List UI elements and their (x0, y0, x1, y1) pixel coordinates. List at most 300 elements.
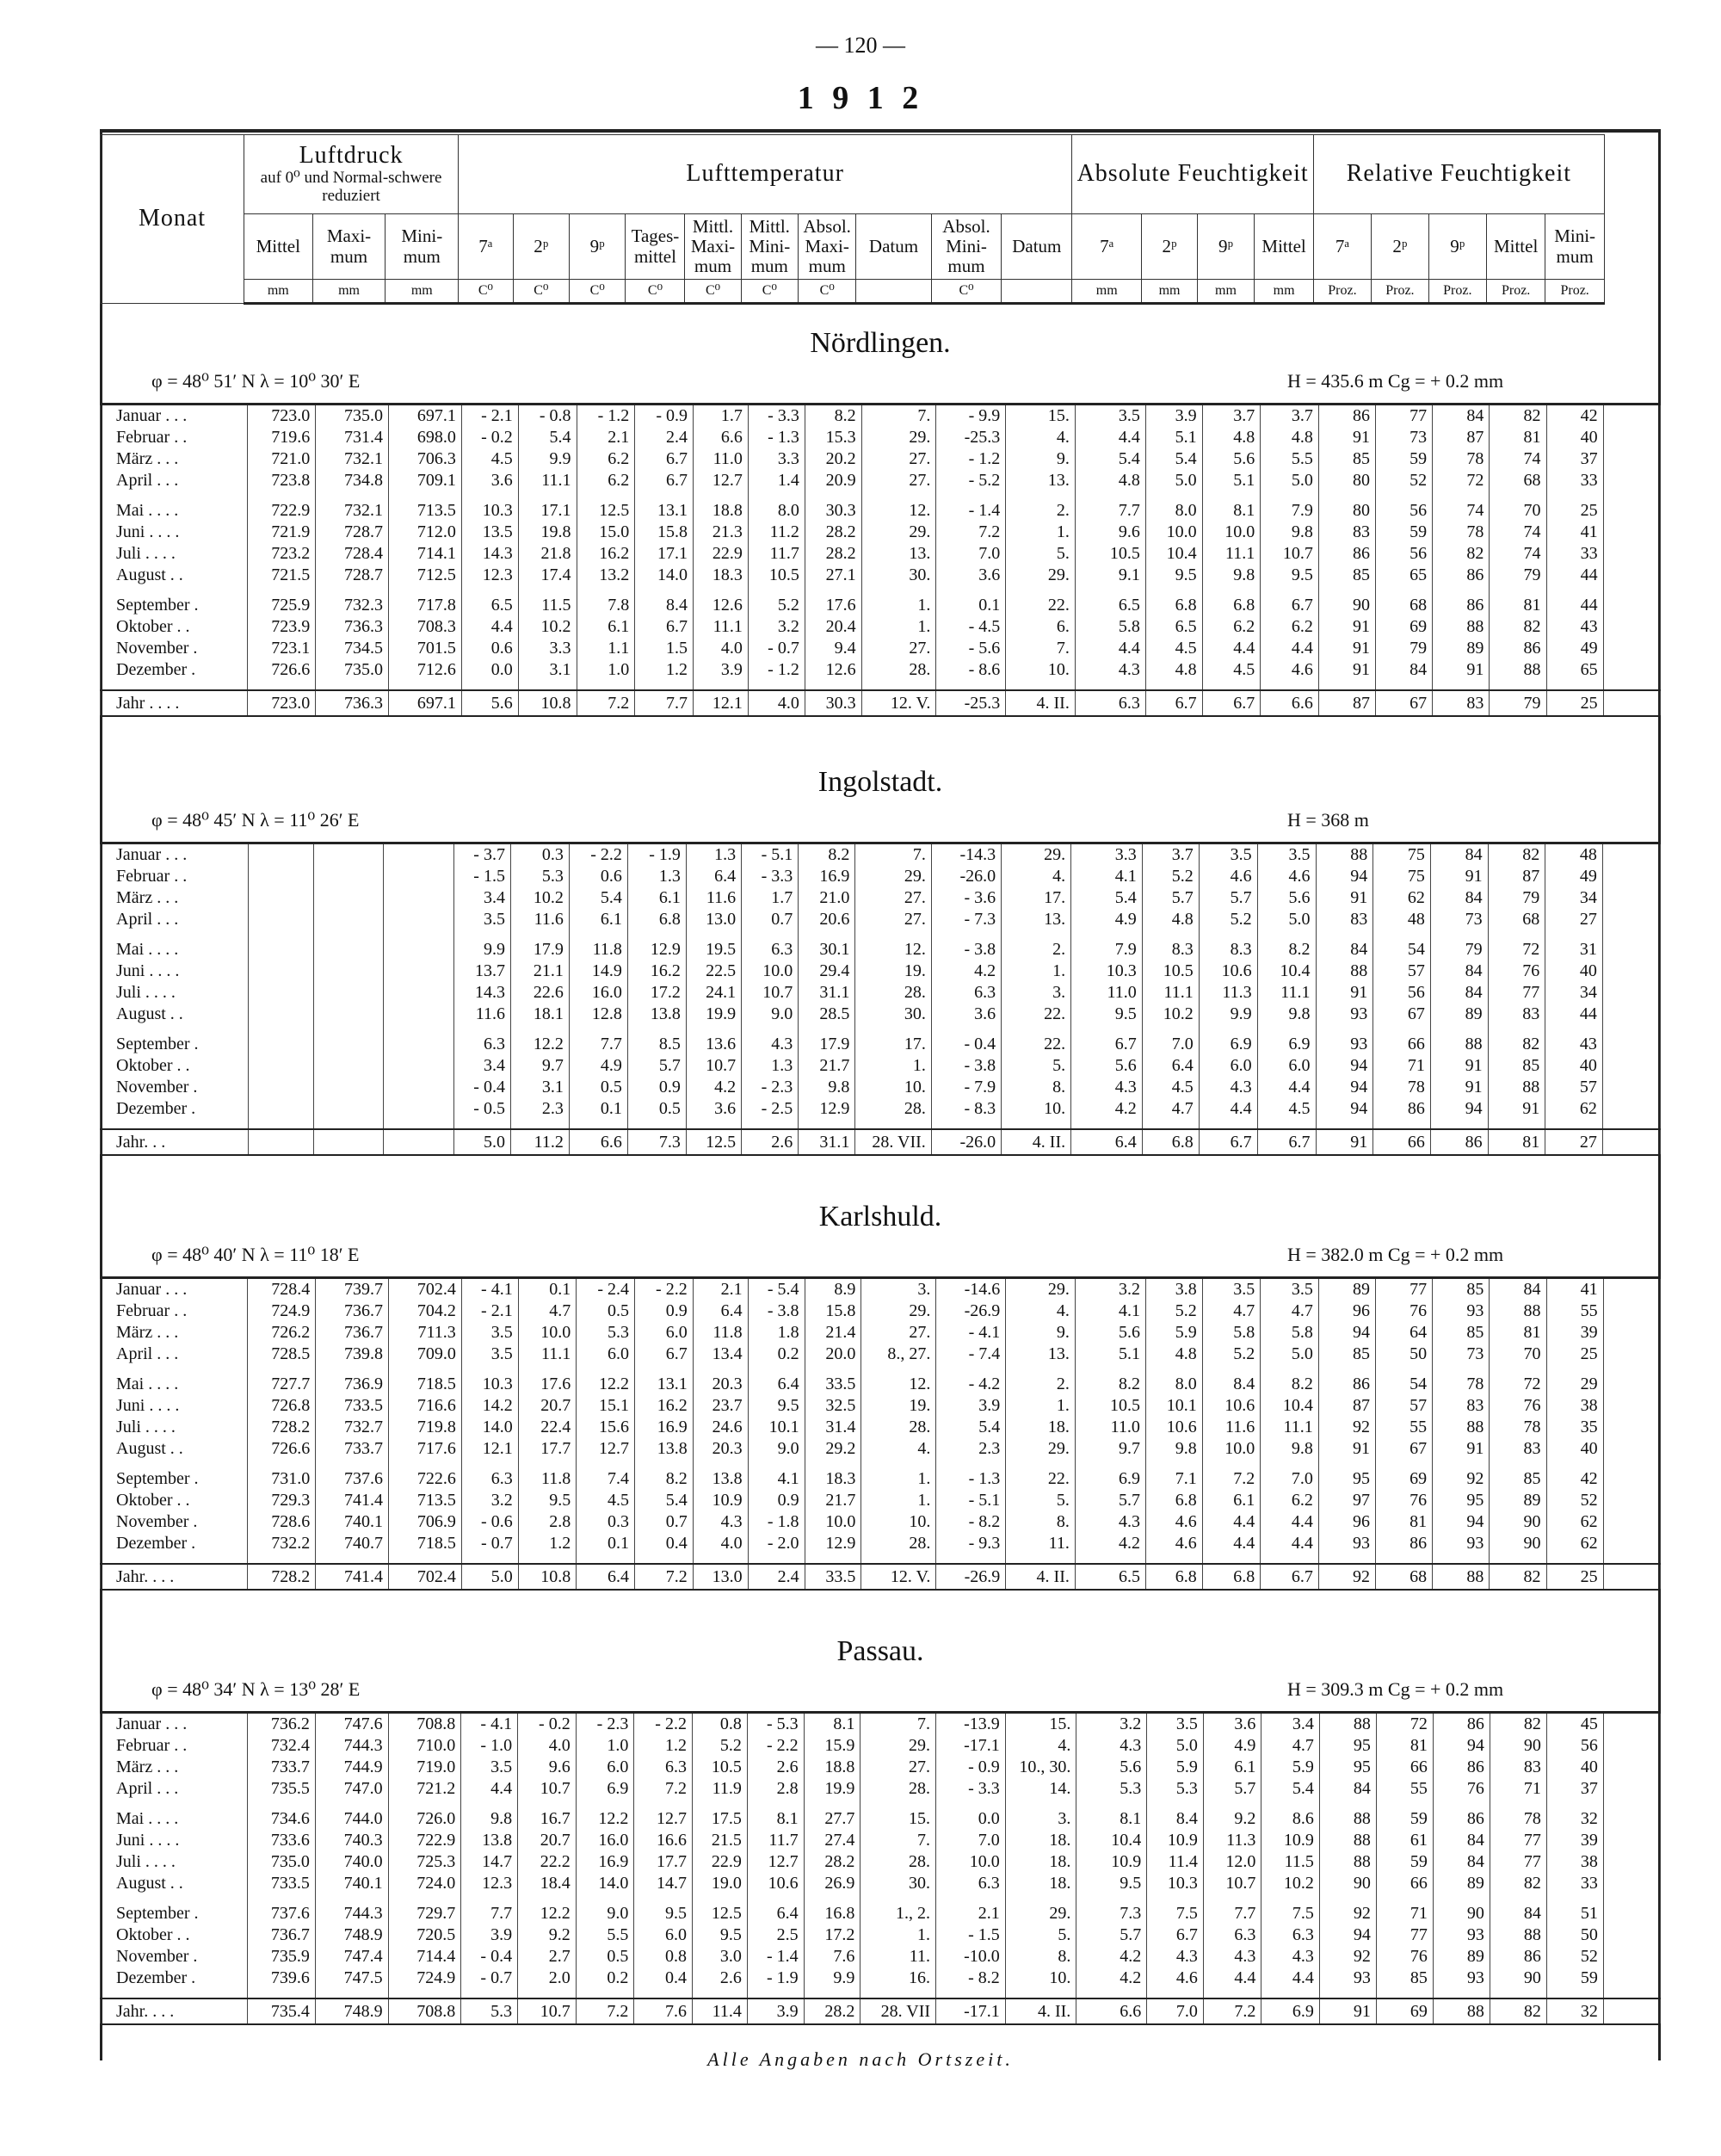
table-cell: -17.1 (936, 1735, 1006, 1757)
table-cell: 0.5 (577, 1300, 635, 1322)
table-cell: 1. (1002, 961, 1071, 982)
gap-cell (635, 586, 694, 595)
table-cell: 19.9 (804, 1778, 860, 1800)
table-cell: 88 (1433, 1564, 1490, 1590)
table-row (101, 1851, 1661, 1873)
gap-cell (1490, 1554, 1546, 1564)
gap-cell (804, 1894, 860, 1903)
table-cell: 25 (1546, 500, 1603, 522)
table-cell: 736.7 (247, 1924, 315, 1946)
table-cell: 5.3 (510, 866, 569, 887)
table-cell: 6.6 (1076, 1998, 1147, 2024)
table-cell: 4.4 (1261, 638, 1319, 659)
table-cell: 10.1 (1145, 1395, 1202, 1417)
table-cell: 5. (1005, 1924, 1076, 1946)
table-cell: 88 (1319, 1808, 1376, 1830)
month-label: August . . (101, 1438, 248, 1460)
table-cell: 723.0 (247, 690, 315, 716)
table-cell: 12.2 (510, 1034, 569, 1055)
table-cell: 32.5 (805, 1395, 861, 1417)
table-cell: 78 (1373, 1077, 1431, 1098)
table-cell: 9.6 (518, 1757, 577, 1778)
gap-cell (1488, 1025, 1545, 1034)
table-cell: 74 (1433, 500, 1490, 522)
table-cell: 722.6 (389, 1468, 462, 1490)
table-cell: 11.1 (518, 470, 577, 491)
header-col-12: Datum (1002, 214, 1072, 280)
gap-cell (1433, 1460, 1490, 1468)
table-cell: 1.7 (693, 405, 748, 428)
table-cell: 9.9 (1199, 1004, 1257, 1025)
table-cell: 61 (1376, 1830, 1433, 1851)
table-cell: 27. (855, 909, 931, 930)
table-cell: 9.6 (1075, 522, 1145, 543)
table-cell (248, 1004, 313, 1025)
table-cell: 86 (1433, 1808, 1490, 1830)
month-label: September . (101, 1034, 249, 1055)
table-cell: 11.1 (1202, 543, 1261, 565)
table-cell: 79 (1375, 638, 1432, 659)
table-cell: 89 (1433, 1873, 1490, 1894)
table-cell: 5.4 (518, 427, 577, 448)
table-cell: 85 (1488, 1055, 1545, 1077)
table-cell: 11.2 (510, 1129, 569, 1155)
header-unit-18: Proz. (1371, 280, 1428, 304)
table-cell: 15.8 (635, 522, 694, 543)
gap-cell (1490, 1365, 1546, 1374)
table-cell: 6.8 (1145, 1490, 1202, 1511)
header-luftdruck (244, 135, 459, 214)
table-cell: 21.5 (692, 1830, 747, 1851)
gap-cell (742, 1120, 799, 1129)
table-cell: 4.6 (1261, 659, 1319, 681)
table-cell: 6.4 (693, 1300, 748, 1322)
table-cell: 4.6 (1145, 1533, 1202, 1554)
table-cell: 27.1 (805, 565, 861, 586)
table-cell: 66 (1373, 1034, 1431, 1055)
header-col-0: Mittel (244, 214, 313, 280)
spacer-cell (1602, 1129, 1660, 1155)
spacer-cell (1602, 1034, 1660, 1055)
table-cell: 7.7 (461, 1903, 518, 1924)
table-cell: 79 (1490, 690, 1546, 716)
table-cell: 13.6 (686, 1034, 741, 1055)
header-unit-14: mm (1142, 280, 1198, 304)
gap-cell (461, 1989, 518, 1998)
table-cell: 1.3 (627, 866, 686, 887)
gap-cell (748, 1365, 805, 1374)
table-cell: 33.5 (805, 1564, 861, 1590)
gap-cell (510, 1120, 569, 1129)
table-cell: 27. (860, 1757, 936, 1778)
table-cell: 4.3 (742, 1034, 799, 1055)
table-cell: 6.1 (569, 909, 627, 930)
gap-cell (1147, 1800, 1204, 1808)
table-cell: 29. (860, 1735, 936, 1757)
gap-cell (931, 930, 1001, 939)
table-cell: 52 (1546, 1946, 1603, 1968)
table-row (101, 448, 1661, 470)
table-cell: 3.5 (461, 1344, 518, 1365)
table-row (101, 1946, 1661, 1968)
gap-cell (1261, 1554, 1319, 1564)
table-cell: 20.6 (799, 909, 855, 930)
table-cell: 5.9 (1147, 1757, 1204, 1778)
table-cell: 13.1 (635, 500, 694, 522)
table-cell: 735.4 (247, 1998, 315, 2024)
table-cell: 721.5 (247, 565, 315, 586)
table-cell: 740.1 (316, 1511, 389, 1533)
table-cell: 11.6 (510, 909, 569, 930)
table-cell: 4.6 (1199, 866, 1257, 887)
table-cell: 91 (1319, 1998, 1376, 2024)
table-cell: 12.1 (693, 690, 748, 716)
table-cell: 0.8 (634, 1946, 693, 1968)
gap-cell (1203, 1800, 1261, 1808)
table-cell: 734.6 (247, 1808, 315, 1830)
table-cell: 8.6 (1261, 1808, 1319, 1830)
table-cell: 28.2 (804, 1851, 860, 1873)
spacer-cell (1603, 1808, 1660, 1830)
gap-cell (518, 1989, 577, 1998)
table-cell: - 1.9 (627, 843, 686, 867)
table-cell: 94 (1316, 1077, 1373, 1098)
table-cell: - 3.8 (748, 1300, 805, 1322)
table-cell: 15.3 (805, 427, 861, 448)
table-cell: - 0.4 (931, 1034, 1001, 1055)
station-table (100, 403, 1661, 717)
gap-cell (805, 1365, 861, 1374)
gap-cell (1318, 1460, 1375, 1468)
gap-cell (861, 491, 936, 500)
table-cell: 1.2 (518, 1533, 577, 1554)
table-cell: - 0.9 (635, 405, 694, 428)
table-cell: - 7.3 (931, 909, 1001, 930)
table-cell: 13.8 (461, 1830, 518, 1851)
table-cell (248, 843, 313, 867)
table-row (101, 1034, 1661, 1055)
table-cell: 1.2 (635, 659, 694, 681)
month-label: Juli . . . . (101, 543, 248, 565)
table-cell: 3. (1005, 1808, 1076, 1830)
table-cell: 88 (1488, 1077, 1545, 1098)
table-cell: 62 (1546, 1511, 1603, 1533)
table-cell: 8.2 (805, 405, 861, 428)
table-cell: 28.2 (804, 1998, 860, 2024)
gap-cell (936, 1800, 1006, 1808)
table-cell: 71 (1373, 1055, 1431, 1077)
table-cell: 3.5 (1199, 843, 1257, 867)
table-cell (248, 982, 313, 1004)
month-label: Dezember . (101, 1533, 248, 1554)
gap-cell (1602, 930, 1660, 939)
table-cell (313, 1077, 384, 1098)
month-label: Februar . . (101, 1300, 248, 1322)
table-row (101, 843, 1661, 867)
table-cell: 29. (1006, 1278, 1076, 1301)
table-cell: 7.1 (1145, 1468, 1202, 1490)
table-cell: 7.2 (1202, 1468, 1261, 1490)
table-cell: 4.8 (1075, 470, 1145, 491)
table-cell: 718.5 (389, 1374, 462, 1395)
spacer-cell (1603, 1998, 1660, 2024)
table-cell: -25.3 (936, 427, 1006, 448)
table-cell: 5.2 (1142, 866, 1199, 887)
table-cell: 4.9 (1203, 1735, 1261, 1757)
table-cell: 5.3 (1147, 1778, 1204, 1800)
table-cell: 10. (855, 1077, 931, 1098)
table-cell: 28. (861, 659, 936, 681)
gap-cell (1433, 1365, 1490, 1374)
table-cell: 74 (1490, 448, 1546, 470)
spacer-cell (1603, 1278, 1660, 1301)
table-cell: 6.7 (1202, 690, 1261, 716)
table-cell: 11.1 (1261, 1417, 1319, 1438)
header-col-15: 9ᵖ (1197, 214, 1254, 280)
table-cell: 1.8 (748, 1322, 805, 1344)
table-cell: 56 (1375, 500, 1432, 522)
table-row (101, 1490, 1661, 1511)
gap-cell (1002, 1120, 1071, 1129)
table-cell: 87 (1433, 427, 1490, 448)
table-cell: 0.1 (936, 595, 1006, 616)
table-cell: 13.7 (453, 961, 510, 982)
table-cell: 73 (1430, 909, 1488, 930)
table-cell: 28. (861, 1417, 936, 1438)
table-cell: 4.3 (1199, 1077, 1257, 1098)
table-cell: 10.3 (1071, 961, 1143, 982)
table-cell: 41 (1546, 522, 1603, 543)
table-cell: 12.3 (461, 1873, 518, 1894)
station-name: Nördlingen. (810, 327, 951, 359)
table-cell: 8.2 (1257, 939, 1316, 961)
gap-cell (101, 1989, 248, 1998)
table-cell: 94 (1433, 1511, 1490, 1533)
header-unit-0: mm (244, 280, 313, 304)
gap-cell (1603, 1989, 1660, 1998)
table-cell: 711.3 (389, 1322, 462, 1344)
table-cell: 29. (1005, 1903, 1076, 1924)
header-col-4: 2ᵖ (513, 214, 569, 280)
table-cell: 732.7 (316, 1417, 389, 1438)
gap-cell (634, 1800, 693, 1808)
table-cell: 8.1 (804, 1713, 860, 1736)
table-cell: 737.6 (316, 1468, 389, 1490)
header-unit-1: mm (312, 280, 386, 304)
table-cell: 26.9 (804, 1873, 860, 1894)
table-cell: 88 (1490, 659, 1546, 681)
month-label: März . . . (101, 887, 249, 909)
table-cell: 16.0 (569, 982, 627, 1004)
table-cell: 86 (1490, 638, 1546, 659)
header-col-13: 7ᵃ (1072, 214, 1142, 280)
gap-cell (1375, 1460, 1432, 1468)
gap-cell (576, 1800, 634, 1808)
table-cell: 3.1 (510, 1077, 569, 1098)
table-cell: 84 (1375, 659, 1432, 681)
gap-cell (1490, 586, 1546, 595)
station-height: H = 309.3 m Cg = + 0.2 mm (1287, 1678, 1504, 1700)
gap-cell (576, 1894, 634, 1903)
table-cell: 4.7 (1142, 1098, 1199, 1120)
table-cell: 6.2 (1261, 616, 1319, 638)
table-cell: 6.5 (1145, 616, 1202, 638)
table-cell: 728.2 (247, 1564, 315, 1590)
table-cell: 82 (1490, 1998, 1546, 2024)
table-cell: 94 (1319, 1924, 1376, 1946)
gap-cell (577, 1554, 635, 1564)
table-cell (313, 1129, 384, 1155)
table-cell: 93 (1316, 1004, 1373, 1025)
table-cell: 90 (1490, 1968, 1546, 1989)
table-cell: 40 (1546, 427, 1603, 448)
table-cell: 16.2 (627, 961, 686, 982)
table-cell: - 5.2 (936, 470, 1006, 491)
gap-cell (627, 1025, 686, 1034)
table-cell: 9. (1006, 448, 1076, 470)
table-cell: 4.4 (1075, 638, 1145, 659)
gap-cell (576, 1989, 634, 1998)
month-label: März . . . (101, 1757, 248, 1778)
table-cell: 28. (855, 982, 931, 1004)
spacer-cell (1603, 1417, 1660, 1438)
year-summary-row (101, 1564, 1661, 1590)
table-cell: 3.1 (518, 659, 577, 681)
table-cell: 92 (1319, 1946, 1376, 1968)
table-cell: 57 (1373, 961, 1431, 982)
table-cell: 6.2 (1261, 1490, 1319, 1511)
gap-cell (316, 681, 389, 690)
table-cell: 6.3 (453, 1034, 510, 1055)
table-cell: 21.1 (510, 961, 569, 982)
table-cell: 3.5 (1075, 405, 1145, 428)
table-cell: 88 (1490, 1924, 1546, 1946)
gap-cell (247, 1989, 315, 1998)
page-number: — 120 — (816, 33, 905, 58)
table-cell: 28. (855, 1098, 931, 1120)
table-cell: 740.7 (316, 1533, 389, 1554)
table-cell: 14.7 (634, 1873, 693, 1894)
header-unit-12 (1002, 280, 1072, 304)
table-cell: - 2.0 (748, 1533, 805, 1554)
table-cell: 86 (1433, 595, 1490, 616)
table-cell: 14.0 (635, 565, 694, 586)
table-cell: 3.7 (1261, 405, 1319, 428)
table-cell: 4.4 (1261, 1533, 1319, 1554)
table-cell: 12.8 (569, 1004, 627, 1025)
gap-cell (1376, 1894, 1433, 1903)
table-cell (384, 1077, 454, 1098)
table-cell: 7.9 (1261, 500, 1319, 522)
gap-cell (1375, 491, 1432, 500)
table-cell: 95 (1319, 1757, 1376, 1778)
table-cell: 9.5 (1076, 1873, 1147, 1894)
gap-cell (1490, 1894, 1546, 1903)
gap-cell (861, 1365, 936, 1374)
month-label: Januar . . . (101, 1278, 248, 1301)
gap-cell (453, 1025, 510, 1034)
gap-cell (569, 1025, 627, 1034)
table-cell: 0.9 (627, 1077, 686, 1098)
table-cell: 34 (1545, 982, 1603, 1004)
month-label: Mai . . . . (101, 1808, 248, 1830)
table-cell: 3.4 (453, 887, 510, 909)
gap-cell (742, 930, 799, 939)
table-cell: 27 (1545, 909, 1603, 930)
table-cell: 16.6 (634, 1830, 693, 1851)
gap-cell (634, 1989, 693, 1998)
table-cell: 5.0 (1257, 909, 1316, 930)
table-cell: 5.7 (1203, 1778, 1261, 1800)
spacer-cell (1603, 1873, 1660, 1894)
table-cell: 27.7 (804, 1808, 860, 1830)
gap-cell (635, 491, 694, 500)
gap-cell (316, 1365, 389, 1374)
gap-cell (860, 1989, 936, 1998)
table-cell: 30. (860, 1873, 936, 1894)
gap-cell (805, 681, 861, 690)
table-cell (384, 939, 454, 961)
table-cell: 733.6 (247, 1830, 315, 1851)
table-cell: 15. (860, 1808, 936, 1830)
table-cell: 48 (1373, 909, 1431, 930)
table-cell: 744.9 (315, 1757, 388, 1778)
header-abs-feucht: Absolute Feuchtigkeit (1072, 135, 1314, 214)
table-cell: 6.5 (461, 595, 518, 616)
gap-cell (1316, 1025, 1373, 1034)
table-cell: 22.5 (686, 961, 741, 982)
table-cell: 29. (855, 866, 931, 887)
table-cell: 5.0 (1261, 470, 1319, 491)
table-cell: 7.2 (936, 522, 1006, 543)
table-cell: 89 (1430, 1004, 1488, 1025)
header-lufttemperatur: Lufttemperatur (459, 135, 1072, 214)
spacer-cell (1603, 1924, 1660, 1946)
table-cell: 10. (1006, 659, 1076, 681)
table-cell: 4.3 (1076, 1735, 1147, 1757)
table-cell: 702.4 (389, 1564, 462, 1590)
table-cell: 5.5 (1261, 448, 1319, 470)
table-cell: 82 (1488, 843, 1545, 867)
table-cell: 30.3 (805, 690, 861, 716)
table-cell: 10.6 (1145, 1417, 1202, 1438)
table-cell: - 1.0 (461, 1735, 518, 1757)
table-cell (248, 1129, 313, 1155)
header-unit-2: mm (386, 280, 459, 304)
table-cell: 81 (1488, 1129, 1545, 1155)
table-cell: 7.0 (936, 543, 1006, 565)
table-cell: 6.7 (1199, 1129, 1257, 1155)
table-cell: 4.2 (1071, 1098, 1143, 1120)
table-cell: 740.0 (315, 1851, 388, 1873)
table-cell (384, 887, 454, 909)
table-cell: 0.9 (748, 1490, 805, 1511)
table-cell: 7. (861, 405, 936, 428)
month-label: Juni . . . . (101, 1830, 248, 1851)
table-row (101, 1004, 1661, 1025)
table-cell: 11.9 (692, 1778, 747, 1800)
table-cell: 706.9 (389, 1511, 462, 1533)
table-cell: - 4.1 (936, 1322, 1006, 1344)
header-col-17: 7ᵃ (1313, 214, 1371, 280)
gap-cell (1319, 1800, 1376, 1808)
table-cell: 6.7 (1071, 1034, 1143, 1055)
spacer-cell (1602, 909, 1660, 930)
station-height: H = 435.6 m Cg = + 0.2 mm (1287, 370, 1504, 392)
gap-cell (1257, 1025, 1316, 1034)
table-cell: 0.4 (635, 1533, 694, 1554)
table-cell: 20.7 (518, 1395, 577, 1417)
